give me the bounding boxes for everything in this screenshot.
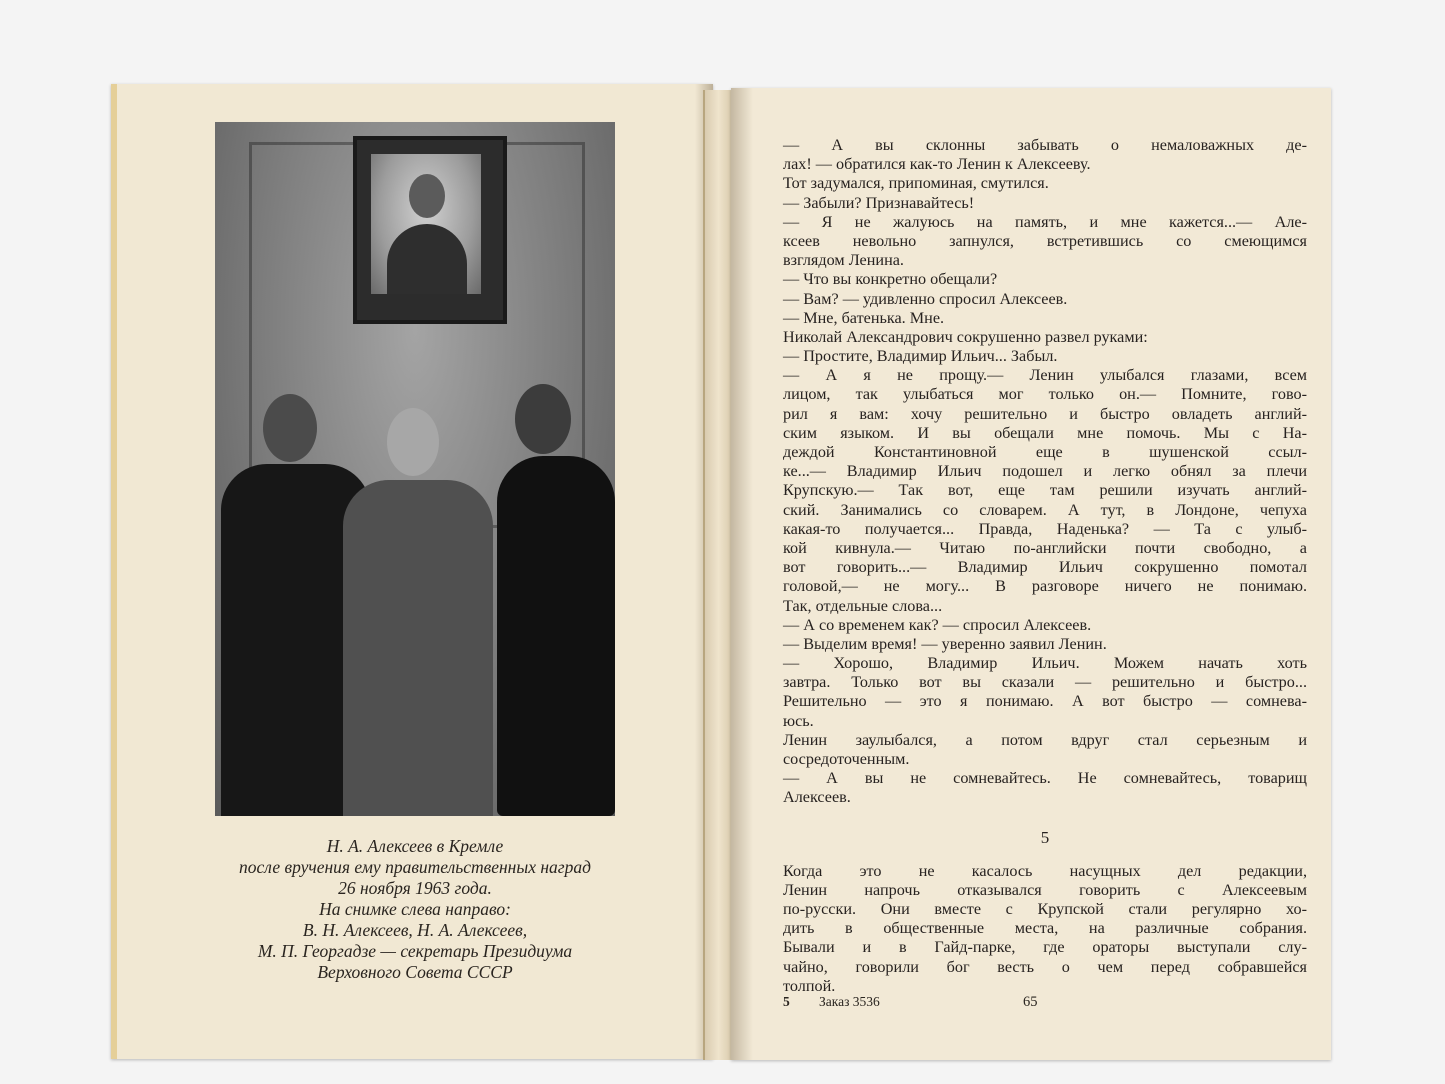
text-line: — Я не жалуюсь на память, и мне кажется...— Але-: [783, 212, 1307, 231]
body-text: [783, 136, 1307, 996]
text-line: завтра. Только вот вы сказали — решительно и быстро...: [783, 673, 1307, 692]
text-line: Николай Александрович сокрушенно развел руками:: [783, 327, 1148, 346]
text-line: — А вы склонны забывать о немаловажных де-: [783, 136, 1307, 154]
person-center-body: [343, 480, 493, 816]
person-right-head: [515, 384, 571, 454]
text-line: — А вы не сомневайтесь. Не сомневайтесь, товарищ: [783, 769, 1307, 788]
left-page: [111, 84, 713, 1059]
text-line: толпой.: [783, 976, 836, 995]
text-line: Решительно — это я понимаю. А вот быстро — сомнева-: [783, 692, 1307, 711]
section-number: 5: [1040, 827, 1050, 847]
text-line: — А я не прощу.— Ленин улыбался глазами, всем: [783, 366, 1307, 385]
person-left-head: [263, 394, 317, 462]
caption-line: после вручения ему правительственных наград: [239, 857, 591, 877]
signature-mark: 5: [783, 994, 790, 1009]
text-line: какая-то получается... Правда, Наденька? — Та с улыб-: [783, 519, 1307, 538]
text-line: Бывали и в Гайд-парке, где ораторы выступали слу-: [783, 938, 1307, 957]
photograph: [215, 122, 615, 816]
text-line: Так, отдельные слова...: [783, 596, 943, 615]
caption-line: Верховного Совета СССР: [317, 962, 513, 982]
person-right-body: [497, 456, 615, 816]
text-line: — А со временем как? — спросил Алексеев.: [783, 615, 1092, 634]
text-line: — Забыли? Признавайтесь!: [783, 193, 975, 212]
text-line: ским языком. И вы обещали мне помочь. Мы с На-: [783, 423, 1307, 442]
photo-caption: [177, 836, 653, 983]
text-line: вот говорить...— Владимир Ильич сокрушенно помотал: [783, 558, 1307, 577]
right-page: [731, 88, 1331, 1060]
caption-line: В. Н. Алексеев, Н. А. Алексеев,: [302, 920, 528, 940]
text-line: чайно, говорили бог весть о чем перед собравшейся: [783, 957, 1307, 976]
person-center-head: [387, 408, 439, 476]
text-line: юсь.: [783, 711, 814, 730]
text-line: дить в общественные места, на различные собрания.: [783, 919, 1307, 938]
text-line: сосредоточенным.: [783, 750, 910, 768]
text-line: ке...— Владимир Ильич подошел и легко обнял за плечи: [783, 462, 1307, 481]
caption-line: Н. А. Алексеев в Кремле: [326, 836, 504, 856]
caption-line: На снимке слева направо:: [319, 899, 511, 919]
text-line: лицом, так улыбаться мог только он.— Помните, гово-: [783, 385, 1307, 404]
framed-portrait: [371, 154, 481, 294]
text-line: Ленин заулыбался, а потом вдруг стал серьезным и: [783, 730, 1307, 749]
print-order: Заказ 3536: [819, 994, 880, 1009]
text-line: — Выделим время! — уверенно заявил Ленин.: [783, 634, 1107, 653]
text-line: — Хорошо, Владимир Ильич. Можем начать хоть: [783, 654, 1307, 673]
text-line: Алексеев.: [783, 788, 851, 807]
caption-line: 26 ноября 1963 года.: [338, 878, 492, 898]
text-line: деждой Константиновной еще в шушенской ссыл-: [783, 443, 1307, 461]
page-footer: [783, 994, 1307, 1014]
text-line: Крупскую.— Так вот, еще там решили изучать англий-: [783, 481, 1307, 500]
text-line: головой,— не могу... В разговоре ничего не понимаю.: [783, 577, 1307, 596]
text-line: Тот задумался, припоминая, смутился.: [783, 174, 1049, 193]
text-line: — Что вы конкретно обещали?: [783, 270, 998, 289]
page-number: 65: [1023, 994, 1038, 1010]
text-line: — Вам? — удивленно спросил Алексеев.: [783, 289, 1068, 308]
open-book: [103, 72, 1331, 1062]
text-line: взглядом Ленина.: [783, 251, 904, 270]
text-line: Когда это не касалось насущных дел редакции,: [783, 861, 1307, 880]
text-line: Ленин напрочь отказывался говорить с Алексеевым: [783, 880, 1307, 899]
caption-line: М. П. Георгадзе — секретарь Президиума: [257, 941, 573, 961]
text-line: ский. Занимались со словарем. А тут, в Лондоне, чепуха: [783, 500, 1307, 519]
text-line: ксеев невольно запнулся, встретившись со смеющимся: [783, 231, 1307, 250]
text-line: — Простите, Владимир Ильич... Забыл.: [783, 347, 1058, 366]
text-line: рил я вам: хочу решительно и быстро овладеть англий-: [783, 404, 1307, 423]
portrait-frame: [353, 136, 507, 324]
text-line: по-русски. Они вместе с Крупской стали регулярно хо-: [783, 899, 1307, 918]
text-line: — Мне, батенька. Мне.: [783, 308, 945, 327]
text-line: кой кивнула.— Читаю по-английски почти свободно, а: [783, 538, 1307, 557]
text-line: лах! — обратился как-то Ленин к Алексееву.: [783, 155, 1091, 174]
portrait-head: [409, 174, 445, 218]
portrait-body: [387, 224, 467, 294]
